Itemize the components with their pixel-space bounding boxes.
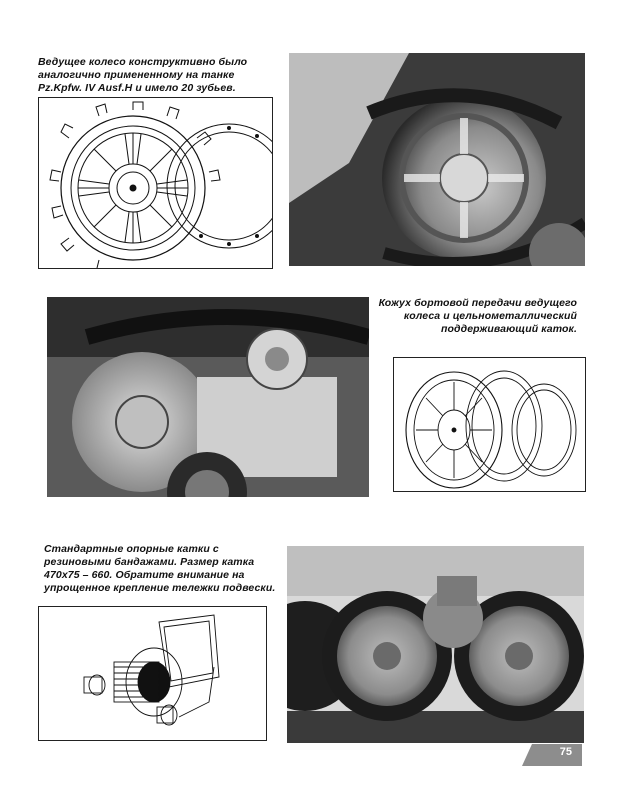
page-number-tab xyxy=(522,744,582,766)
caption-sprocket: Ведущее колесо конструктивно было аналогично примененному на танке Pz.Kpfw. IV Ausf.H и имело 20 зубьев. xyxy=(38,56,248,94)
sprocket-exploded-illustration xyxy=(394,358,585,491)
suspension-bogie-illustration xyxy=(39,607,266,740)
sprocket-photo xyxy=(289,53,585,266)
final-drive-photo xyxy=(47,297,369,497)
sprocket-wheel-illustration xyxy=(39,98,272,268)
caption-cover: Кожух бортовой передачи ведущего колеса и цельнометаллический поддерживающий каток. xyxy=(378,297,577,335)
page-number: 75 xyxy=(559,746,572,758)
roadwheels-photo xyxy=(287,546,584,743)
sprocket-drawing xyxy=(38,97,273,269)
final-drive-drawing xyxy=(393,357,586,492)
suspension-drawing xyxy=(38,606,267,741)
caption-roadwheels: Стандартные опорные катки с резиновыми бандажами. Размер катка 470х75 – 660. Обратите внимание на упрощенное крепление тележки подвески. xyxy=(44,543,276,594)
